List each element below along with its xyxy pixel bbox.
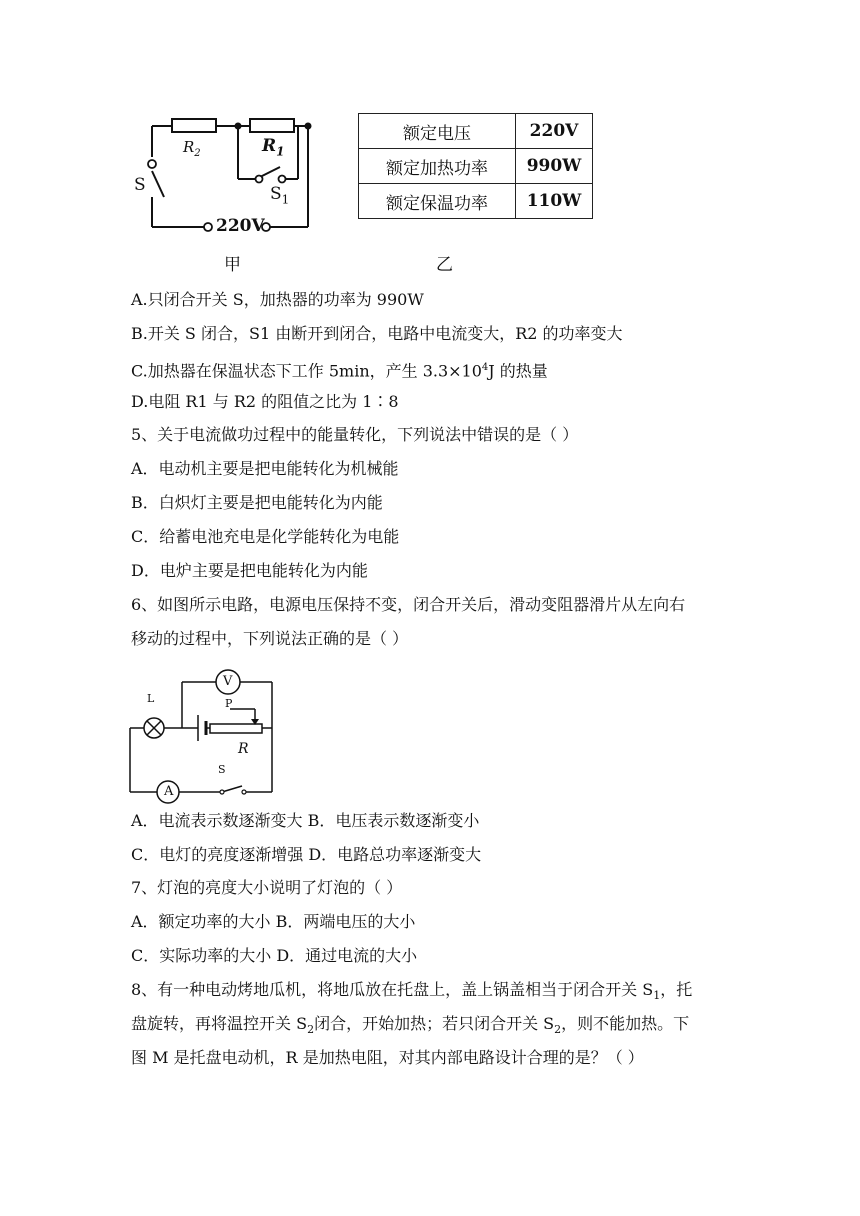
q5-option-b: B．白炽灯主要是把电能转化为内能 xyxy=(131,493,383,512)
q6-options-ab: A．电流表示数逐渐变大 B．电压表示数逐渐变小 xyxy=(131,811,480,830)
voltage-label: 220V xyxy=(216,216,265,236)
voltmeter-label: V xyxy=(223,674,233,689)
table-row xyxy=(359,149,593,184)
q7-options-cd: C．实际功率的大小 D．通过电流的大小 xyxy=(131,946,418,965)
q4-option-a: A.只闭合开关 S，加热器的功率为 990W xyxy=(131,290,424,309)
table-row xyxy=(359,184,593,219)
switch-label: S xyxy=(218,763,226,776)
q7-options-ab: A．额定功率的大小 B．两端电压的大小 xyxy=(131,912,416,931)
q5-stem: 5、关于电流做功过程中的能量转化，下列说法中错误的是（ ） xyxy=(131,425,579,444)
q5-option-a: A．电动机主要是把电能转化为机械能 xyxy=(131,459,399,478)
q4-option-c: C.加热器在保温状态下工作 5min，产生 $3.3\times 10^4J$ 的热量 xyxy=(131,361,548,381)
q8-stem-line3: 图 M 是托盘电动机，R 是加热电阻，对其内部电路设计合理的是？（ ） xyxy=(131,1048,644,1067)
table-row xyxy=(359,114,593,149)
q5-option-c: C．给蓄电池充电是化学能转化为电能 xyxy=(131,527,400,546)
caption-yi: 乙 xyxy=(436,255,453,275)
r2-label: $R_2$ xyxy=(183,138,201,159)
ammeter-label: A xyxy=(164,784,174,799)
spec-label: 额定保温功率 xyxy=(359,184,516,219)
spec-value: 220V xyxy=(516,114,593,149)
lamp-label: L xyxy=(147,692,155,705)
q4-option-d: D.电阻 R1 与 R2 的阻值之比为 1∶8 xyxy=(131,392,399,411)
rheostat-circuit-diagram xyxy=(120,665,290,810)
q6-options-cd: C．电灯的亮度逐渐增强 D．电路总功率逐渐变大 xyxy=(131,845,482,864)
q6-stem-line1: 6、如图所示电路，电源电压保持不变，闭合开关后，滑动变阻器滑片从左向右 xyxy=(131,595,686,614)
q4-option-b: B.开关 S 闭合，S1 由断开到闭合，电路中电流变大，R2 的功率变大 xyxy=(131,324,623,343)
q8-stem-line1: 8、有一种电动烤地瓜机，将地瓜放在托盘上，盖上锅盖相当于闭合开关 $S_1$，托 xyxy=(131,980,693,1003)
q8-stem-line2: 盘旋转，再将温控开关 $S_2$闭合，开始加热；若只闭合开关 $S_2$，则不能加热。下 xyxy=(131,1014,690,1037)
slider-label: P xyxy=(225,697,233,710)
q5-option-d: D．电炉主要是把电能转化为内能 xyxy=(131,561,368,580)
spec-label: 额定电压 xyxy=(359,114,516,149)
rheostat-icon xyxy=(210,724,262,733)
spec-label: 额定加热功率 xyxy=(359,149,516,184)
r1-label: $R_1$ xyxy=(262,136,285,159)
spec-value: 110W xyxy=(516,184,593,219)
q7-stem: 7、灯泡的亮度大小说明了灯泡的（ ） xyxy=(131,878,403,897)
resistor-r2 xyxy=(172,119,216,132)
spec-value: 990W xyxy=(516,149,593,184)
switch-s-label: S xyxy=(134,175,146,195)
rheostat-label: R xyxy=(238,741,249,757)
caption-jia: 甲 xyxy=(224,255,241,275)
q6-stem-line2: 移动的过程中，下列说法正确的是（ ） xyxy=(131,629,409,648)
switch-s1-label: $S_1$ xyxy=(270,184,290,207)
resistor-r1 xyxy=(250,119,294,132)
spec-table xyxy=(358,113,593,219)
